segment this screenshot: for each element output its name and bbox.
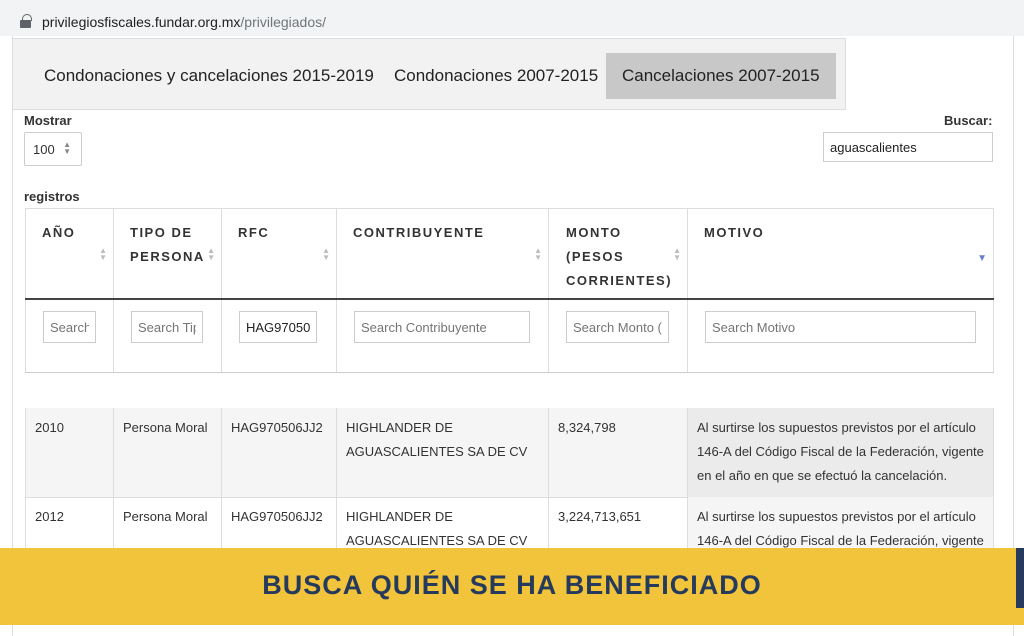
filter-motivo-input[interactable]	[705, 311, 976, 343]
buscar-label: Buscar:	[944, 113, 993, 128]
column-header-anio[interactable]: AÑO ▲ ▼	[25, 208, 113, 299]
browser-url-bar	[0, 0, 1024, 36]
page-length-value: 100	[33, 142, 55, 157]
column-header-contribuyente[interactable]: CONTRIBUYENTE ▲ ▼	[336, 208, 548, 299]
filter-tipo-input[interactable]	[131, 311, 203, 343]
sort-both-icon: ▲ ▼	[673, 246, 681, 262]
filter-monto-input[interactable]	[566, 311, 669, 343]
sort-descending-icon: ▼	[977, 253, 987, 264]
global-search-input[interactable]	[823, 132, 993, 162]
filter-anio-input[interactable]	[43, 311, 96, 343]
banner-text: BUSCA QUIÉN SE HA BENEFICIADO	[262, 570, 762, 600]
registros-label: registros	[24, 189, 80, 204]
tab-cancelaciones-2007-2015[interactable]: Cancelaciones 2007-2015	[606, 53, 836, 99]
sort-both-icon: ▲ ▼	[207, 246, 215, 262]
page-content	[0, 36, 1024, 625]
column-header-tipo-persona[interactable]: TIPO DE PERSONA ▲ ▼	[113, 208, 221, 299]
tab-bar	[12, 38, 846, 110]
sort-both-icon: ▲ ▼	[99, 246, 107, 262]
page-length-select[interactable]	[24, 132, 82, 166]
url-text[interactable]: privilegiosfiscales.fundar.org.mx/privilegiados/	[42, 14, 327, 30]
sort-both-icon: ▲ ▼	[322, 246, 330, 262]
filter-rfc-input[interactable]	[239, 311, 317, 343]
spinner-arrows-icon: ▲ ▼	[63, 140, 71, 156]
filter-contribuyente-input[interactable]	[354, 311, 530, 343]
tab-condonaciones-2007-2015[interactable]: Condonaciones 2007-2015	[394, 66, 599, 85]
filter-row	[25, 300, 994, 373]
sort-both-icon: ▲ ▼	[534, 246, 542, 262]
address-bar[interactable]	[6, 4, 1018, 32]
promo-banner	[0, 548, 1024, 625]
table-row[interactable]: 2010 Persona Moral HAG970506JJ2 HIGHLANDER DE AGUASCALIENTES SA DE CV 8,324,798 Al surtirse los supuestos previstos por el artículo 146-A del Código Fiscal de la Federación, vigente en el año en que se efectuó la cancelación.	[25, 408, 994, 498]
lock-icon[interactable]	[22, 14, 32, 21]
table-row[interactable]: 2012 Persona Moral HAG970506JJ2 HIGHLANDER DE AGUASCALIENTES SA DE CV 3,224,713,651 Al surtirse los supuestos previstos por el artículo 146-A del Código Fiscal de la Federación, vigente	[25, 497, 994, 588]
tab-condonaciones-cancelaciones-2015-2019[interactable]: Condonaciones y cancelaciones 2015-2019	[44, 66, 374, 85]
column-header-monto[interactable]: MONTO (PESOS CORRIENTES) ▲ ▼	[548, 208, 687, 299]
column-header-rfc[interactable]: RFC ▲ ▼	[221, 208, 336, 299]
column-header-motivo[interactable]: MOTIVO ▼	[687, 208, 994, 299]
mostrar-label: Mostrar	[24, 113, 72, 128]
